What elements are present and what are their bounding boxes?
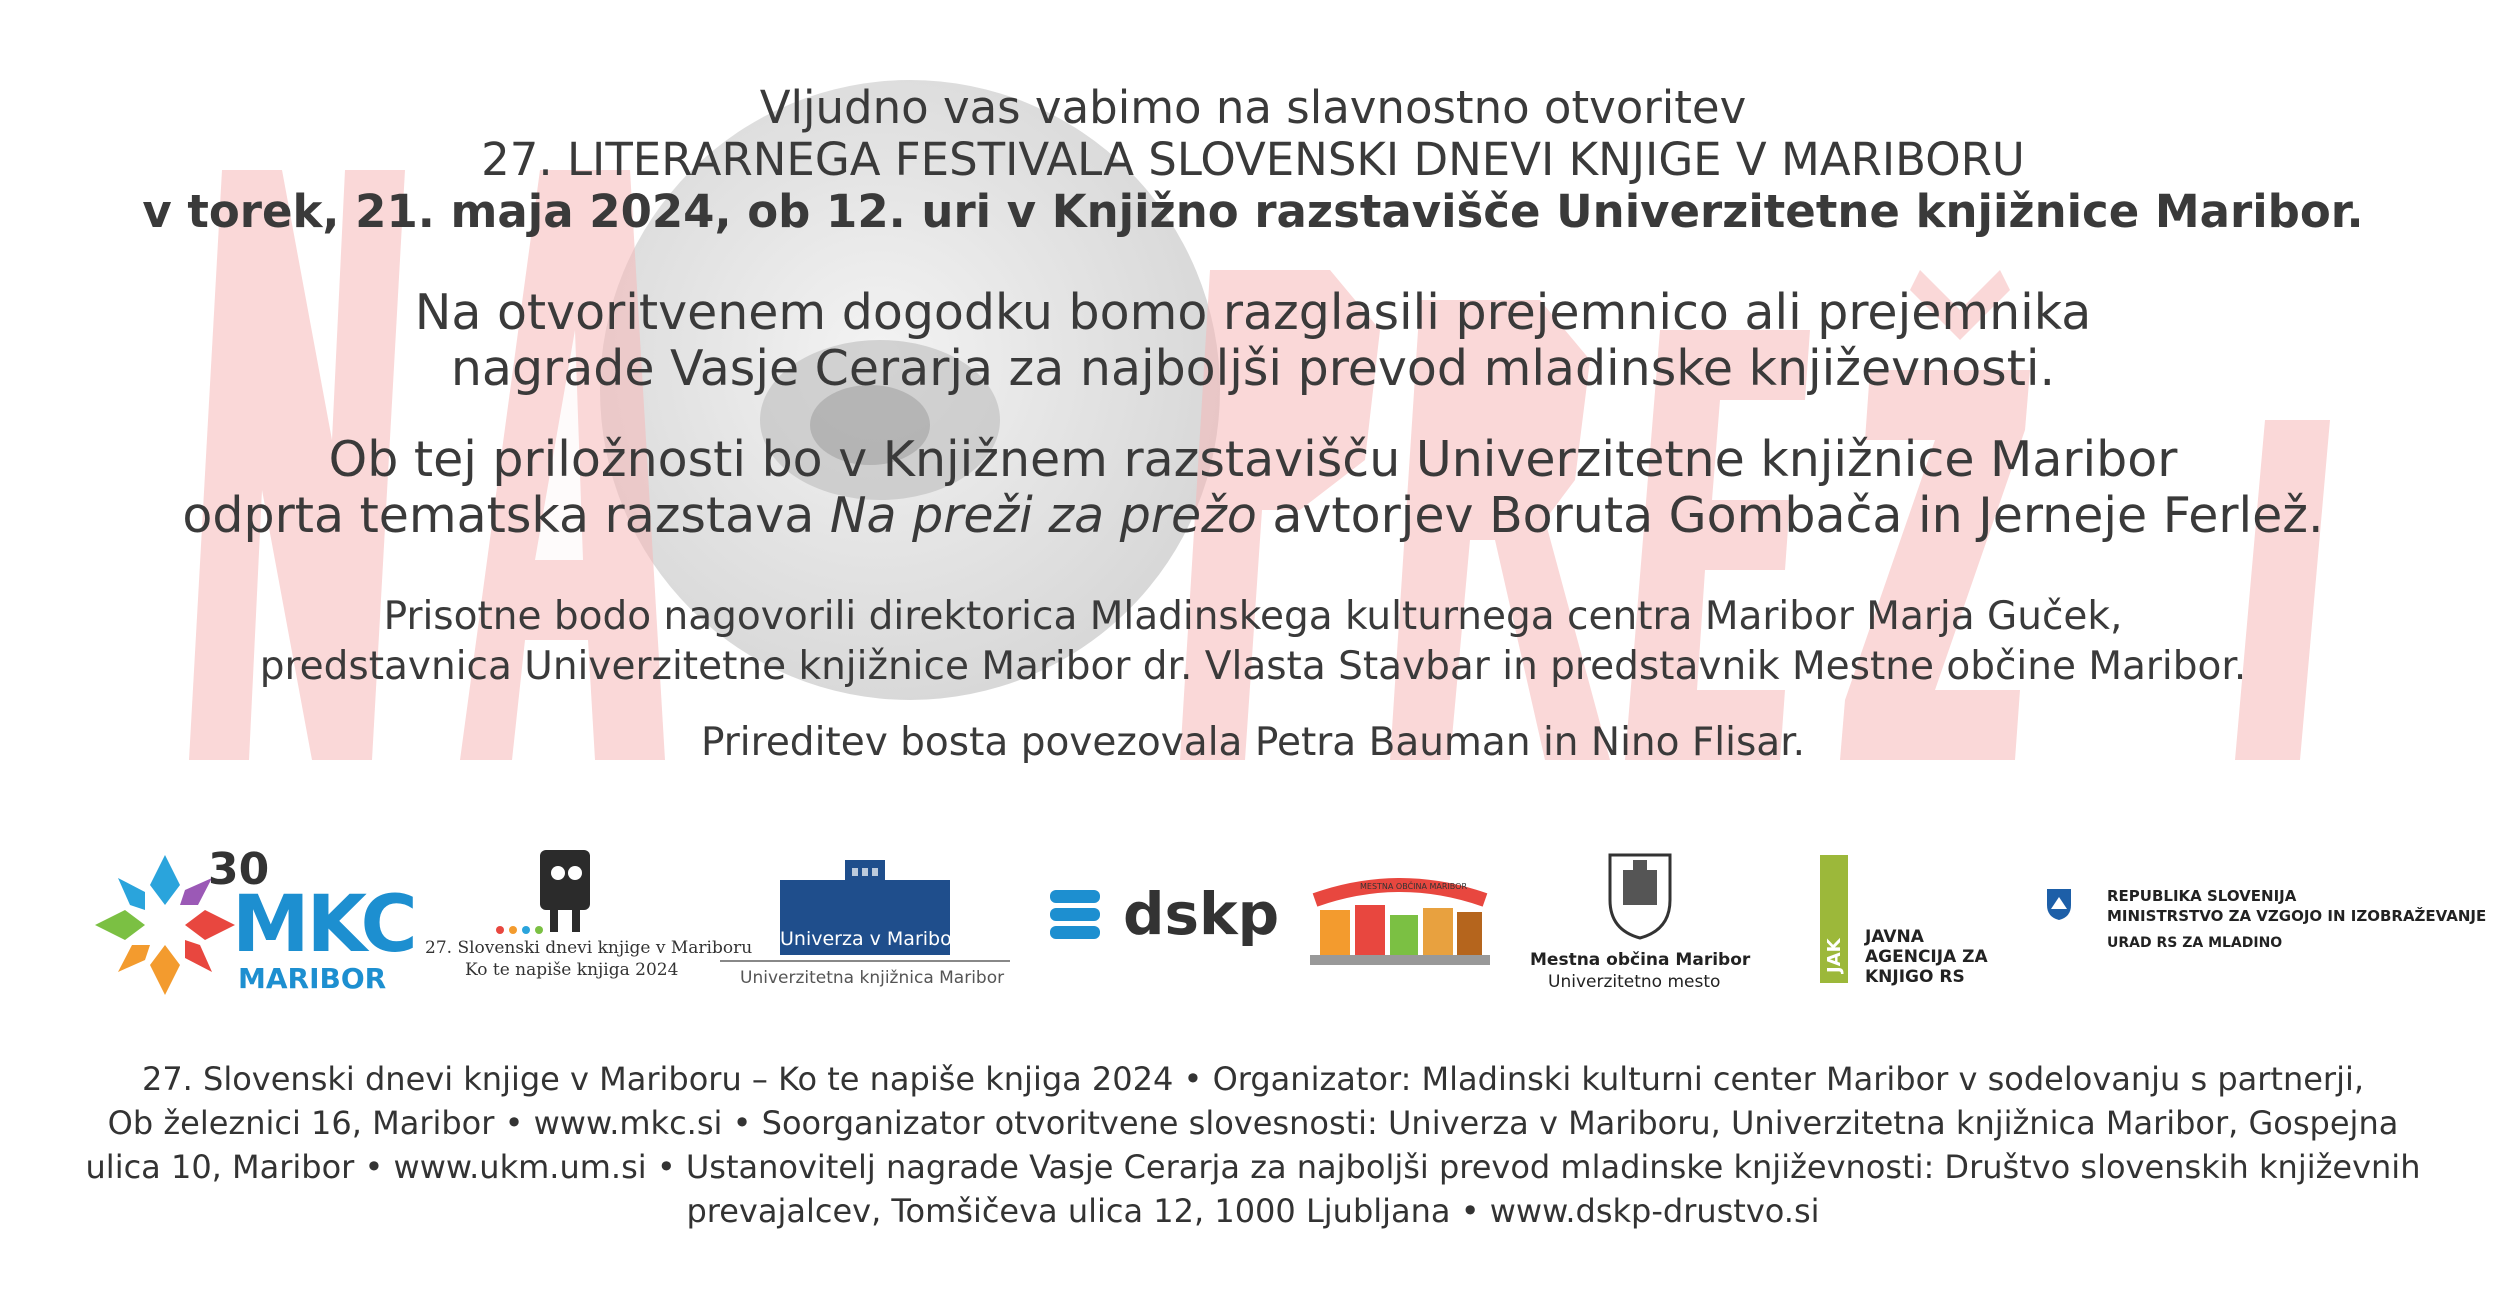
- invitation-heading: [0, 82, 2506, 238]
- footer-line-1: 27. Slovenski dnevi knjige v Mariboru – Ko te napiše knjiga 2024 • Organizator: Mladinski kulturni center Maribor v sodelovanju s partnerji,: [141, 1060, 2365, 1098]
- speakers-line-2: predstavnica Univerzitetne knjižnice Maribor dr. Vlasta Stavbar in predstavnik Mestne občine Maribor.: [259, 644, 2247, 689]
- color-dots-icon: [495, 925, 555, 935]
- dskp-logo: [1045, 880, 1285, 950]
- univerza-sub: Univerzitetna knjižnica Maribor: [740, 968, 1005, 988]
- award-announcement: [0, 285, 2506, 397]
- footer-line-4: prevajalcev, Tomšičeva ulica 12, 1000 Ljubljana • www.dskp-drustvo.si: [686, 1192, 1820, 1230]
- footer-line-2: Ob železnici 16, Maribor • www.mkc.si • Soorganizator otvoritvene slovesnosti: Univerza v Mariboru, Univerzitetna knjižnica Maribor, Gospejna: [107, 1104, 2399, 1142]
- festival-logo-line-1: 27. Slovenski dnevi knjige v Mariboru: [425, 938, 753, 958]
- mkc-name: MKC: [232, 880, 415, 970]
- jak-logo: [1820, 855, 1990, 985]
- exhibition-line-2: [0, 488, 2506, 544]
- moderators-line: Prireditev bosta povezovala Petra Bauman in Nino Flisar.: [700, 720, 1806, 765]
- exhibition-title: Na preži za prežo: [829, 487, 1257, 544]
- jak-line-1: JAVNA: [1865, 927, 1924, 947]
- dskp-text: dskp: [1123, 880, 1280, 948]
- mom-logo: [1530, 850, 1750, 1000]
- exhibition-line-2-post: avtorjev Boruta Gombača in Jerneje Ferlež.: [1256, 487, 2324, 544]
- award-line-1: Na otvoritvenem dogodku bomo razglasili prejemnico ali prejemnika: [414, 284, 2092, 341]
- exhibition-announcement: [0, 432, 2506, 544]
- mkc-city: MARIBOR: [238, 962, 387, 995]
- univerza-label: Univerza v Mariboru: [780, 928, 972, 950]
- city-illustration-logo: [1305, 870, 1495, 970]
- city-banner-text: MESTNA OBČINA MARIBOR: [1360, 882, 1468, 891]
- jak-line-2: AGENCIJA ZA: [1865, 947, 1988, 967]
- ministry-logo: [2045, 885, 2487, 965]
- ministry-line-1: REPUBLIKA SLOVENIJA: [2107, 887, 2297, 905]
- univerza-logo: [720, 860, 1010, 995]
- exhibition-line-2-pre: odprta tematska razstava: [182, 487, 830, 544]
- ministry-line-3: URAD RS ZA MLADINO: [2107, 935, 2283, 951]
- festival-logo-line-2: Ko te napiše knjiga 2024: [465, 960, 679, 980]
- speakers-info: [0, 592, 2506, 692]
- mom-line-2: Univerzitetno mesto: [1548, 972, 1721, 992]
- event-date-location: v torek, 21. maja 2024, ob 12. uri v Knjižno razstavišče Univerzitetne knjižnice Maribor.: [142, 185, 2364, 238]
- footer-line-3: ulica 10, Maribor • www.ukm.um.si • Ustanovitelj nagrade Vasje Cerarja za najboljši prevod mladinske književnosti: Društvo slovenskih književnih: [85, 1148, 2421, 1186]
- univerza-divider: [720, 960, 1010, 962]
- dskp-stripes-icon: [1045, 885, 1105, 945]
- book-character-icon: [525, 845, 605, 935]
- exhibition-line-1: Ob tej priložnosti bo v Knjižnem razstavišču Univerzitetne knjižnice Maribor: [328, 431, 2178, 488]
- award-line-2: nagrade Vasje Cerarja za najboljši prevod mladinske književnosti.: [450, 340, 2056, 397]
- moderators-info: [0, 718, 2506, 768]
- ministry-line-2: MINISTRSTVO ZA VZGOJO IN IZOBRAŽEVANJE: [2107, 907, 2487, 925]
- festival-title: 27. LITERARNEGA FESTIVALA SLOVENSKI DNEVI KNJIGE V MARIBORU: [481, 133, 2025, 186]
- mkc-logo: [90, 844, 415, 1000]
- festival-logo: [425, 845, 753, 995]
- mkc-30: 30: [208, 844, 270, 895]
- speakers-line-1: Prisotne bodo nagovorili direktorica Mladinskega kulturnega centra Maribor Marja Guček,: [383, 594, 2123, 639]
- mom-line-1: Mestna občina Maribor: [1530, 950, 1751, 970]
- coat-of-arms-icon: [1605, 850, 1675, 940]
- slovenia-coat-of-arms-icon: [2045, 887, 2073, 921]
- jak-badge-text: JAK: [1824, 938, 1845, 973]
- jak-line-3: KNJIGO RS: [1865, 967, 1965, 987]
- footer-info: [0, 1057, 2506, 1233]
- invitation-line-1: Vljudno vas vabimo na slavnostno otvoritev: [759, 81, 1747, 134]
